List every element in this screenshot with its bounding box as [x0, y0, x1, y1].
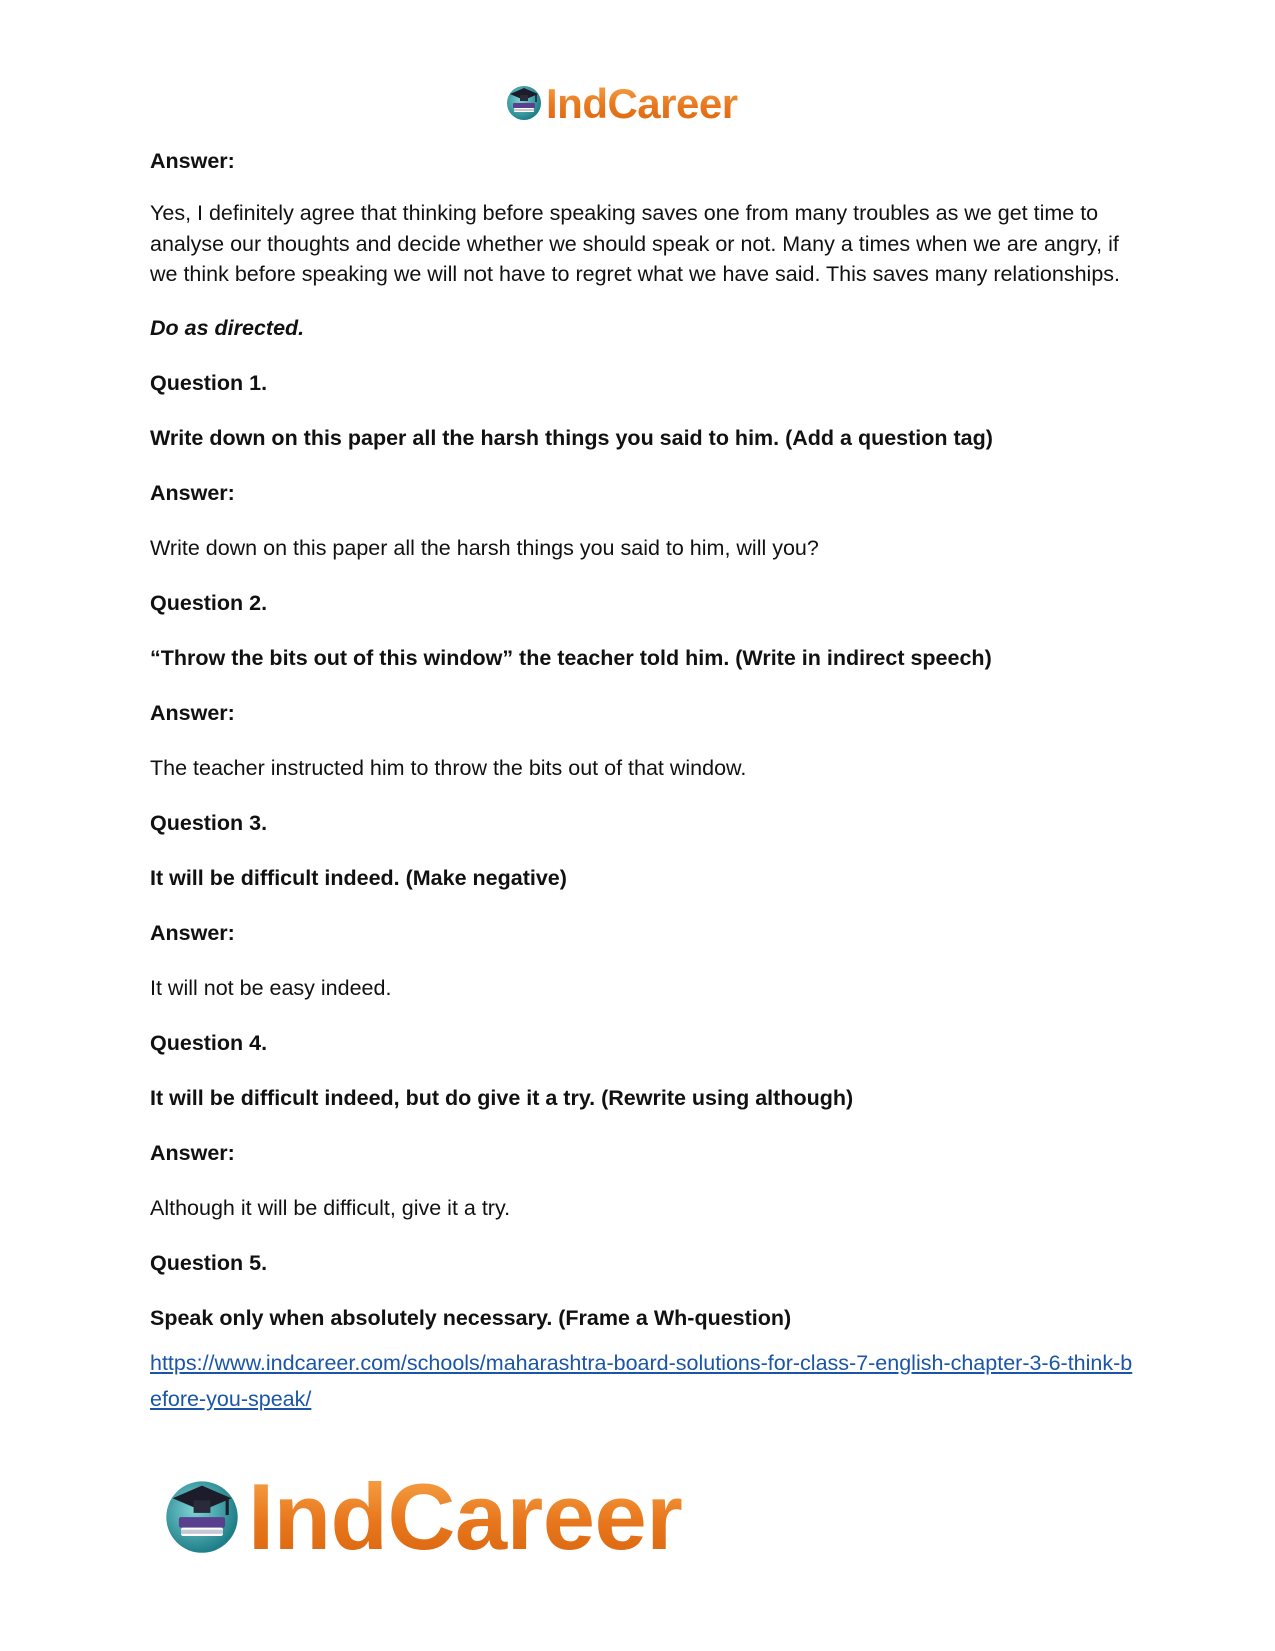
footer-logo [160, 1464, 683, 1569]
source-url-link[interactable]: https://www.indcareer.com/schools/maharashtra-board-solutions-for-class-7-english-chapter-3-6-think-before-you-speak/ [150, 1350, 1133, 1411]
section-heading: Do as directed. [150, 315, 305, 340]
question-prompt: Write down on this paper all the harsh things you said to him. (Add a question tag) [150, 425, 993, 450]
graduation-book-globe-icon [504, 82, 544, 127]
question-label: Question 3. [150, 810, 268, 835]
answer-label: Answer: [150, 149, 235, 173]
document-body [150, 146, 1133, 1417]
question-label: Question 5. [150, 1250, 268, 1275]
answer-label: Answer: [150, 480, 235, 505]
header-logo [504, 80, 738, 128]
logo-wordmark: IndCareer [248, 1464, 683, 1569]
logo-wordmark: IndCareer [546, 80, 738, 127]
question-prompt: Speak only when absolutely necessary. (Frame a Wh-question) [150, 1305, 792, 1330]
question-label: Question 4. [150, 1030, 268, 1055]
answer-text: It will not be easy indeed. [150, 975, 392, 1000]
question-label: Question 1. [150, 370, 268, 395]
answer-text: Write down on this paper all the harsh things you said to him, will you? [150, 535, 819, 560]
question-prompt: It will be difficult indeed, but do give it a try. (Rewrite using although) [150, 1085, 854, 1110]
answer-paragraph: Yes, I definitely agree that thinking before speaking saves one from many troubles as we get time to analyse our thoughts and decide whether we should speak or not. Many a times when we are angry, if we think before speaking we will not have to regret what we have said. This saves many relationships. [150, 201, 1120, 286]
answer-text: Although it will be difficult, give it a try. [150, 1195, 511, 1220]
answer-text: The teacher instructed him to throw the bits out of that window. [150, 755, 747, 780]
graduation-book-globe-icon [160, 1473, 244, 1562]
question-label: Question 2. [150, 590, 268, 615]
answer-label: Answer: [150, 700, 235, 725]
question-prompt: It will be difficult indeed. (Make negative) [150, 865, 567, 890]
answer-label: Answer: [150, 1140, 235, 1165]
question-prompt: “Throw the bits out of this window” the teacher told him. (Write in indirect speech) [150, 645, 992, 670]
answer-label: Answer: [150, 920, 235, 945]
